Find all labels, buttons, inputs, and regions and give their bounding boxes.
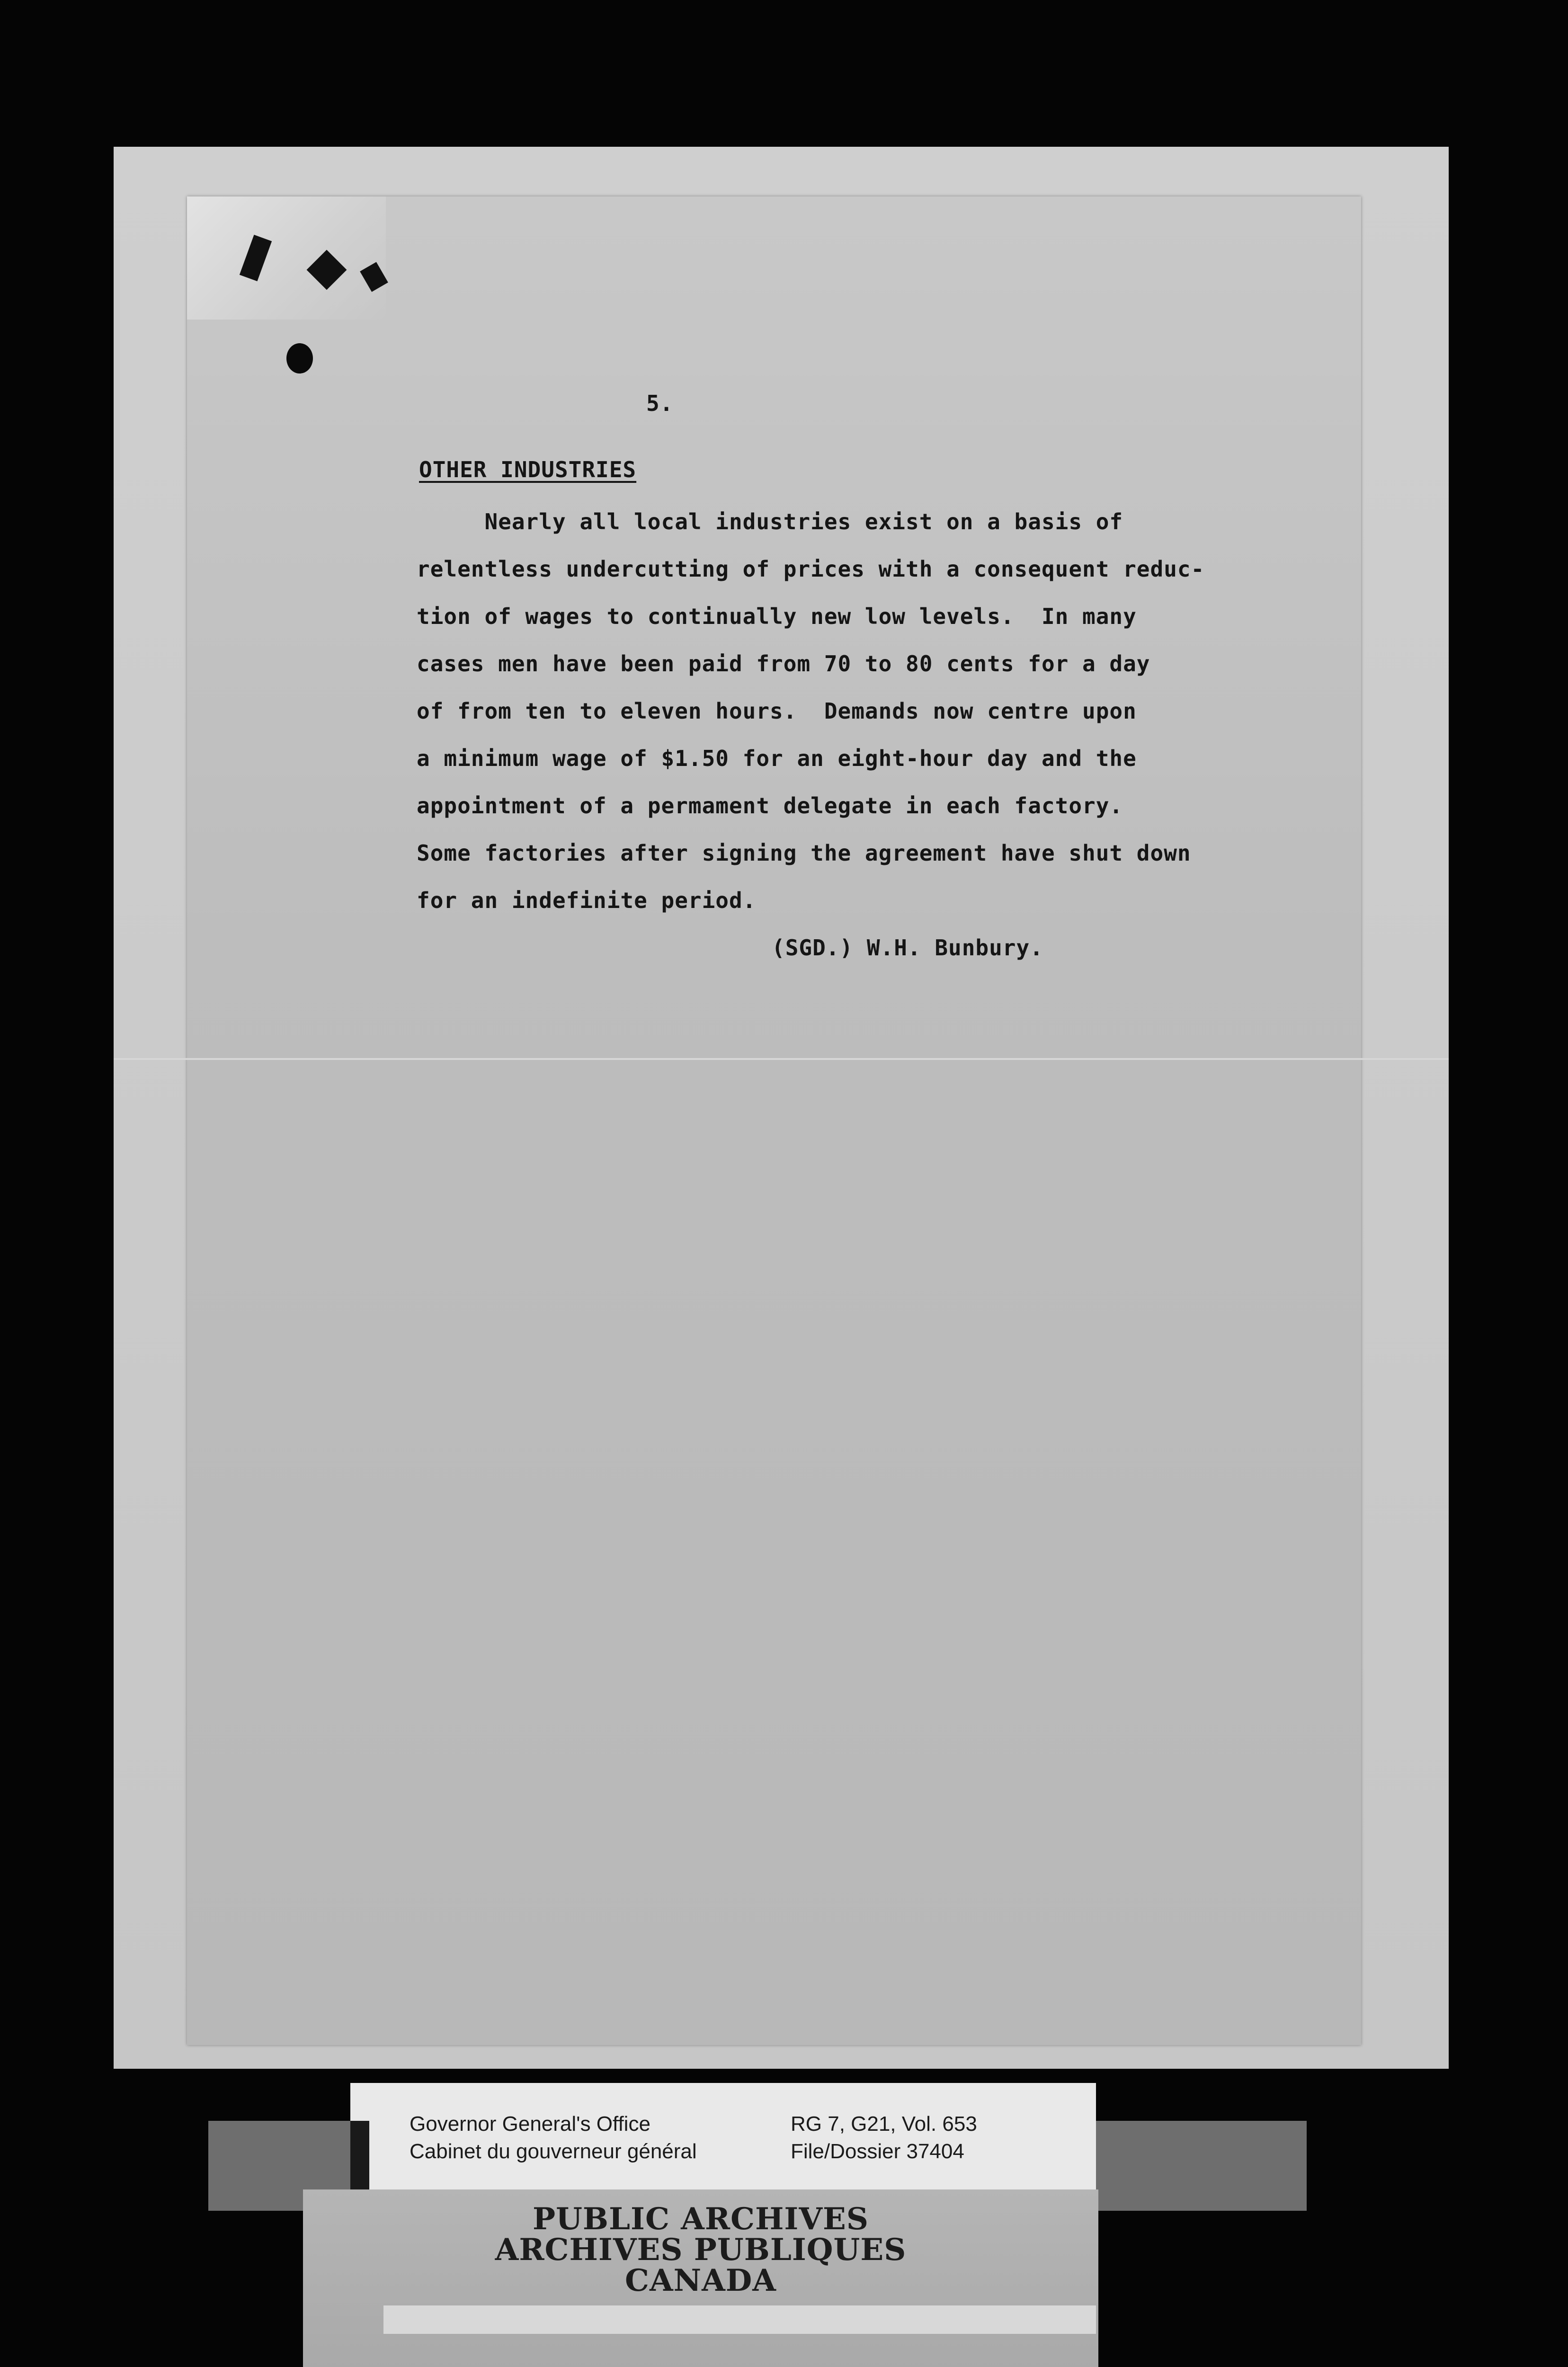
- record-group-reference: RG 7, G21, Vol. 653: [791, 2112, 977, 2136]
- tray-divider: [350, 2121, 369, 2197]
- body-line: Some factories after signing the agreement have shut down: [417, 840, 1191, 866]
- body-line: tion of wages to continually new low levels. In many: [417, 604, 1137, 629]
- section-heading: OTHER INDUSTRIES: [419, 457, 637, 482]
- body-line: of from ten to eleven hours. Demands now centre upon: [417, 698, 1137, 724]
- page-number: 5.: [646, 391, 674, 416]
- body-line: Nearly all local industries exist on a basis of: [417, 509, 1123, 534]
- stamp-line-public-archives: PUBLIC ARCHIVES: [532, 2201, 869, 2237]
- document-page: [187, 196, 1361, 2045]
- archive-reference-label: [350, 2083, 1096, 2197]
- office-english: Governor General's Office: [410, 2112, 650, 2136]
- file-number: File/Dossier 37404: [791, 2140, 964, 2163]
- body-line: for an indefinite period.: [417, 888, 757, 913]
- body-line: a minimum wage of $1.50 for an eight-hour day and the: [417, 746, 1137, 771]
- signature-line: (SGD.) W.H. Bunbury.: [772, 935, 1043, 961]
- stamp-line-canada: CANADA: [625, 2263, 776, 2298]
- film-strip-edge: [383, 2305, 1096, 2334]
- body-line: appointment of a permament delegate in each factory.: [417, 793, 1123, 819]
- torn-staple-corner: [187, 196, 386, 320]
- body-line: relentless undercutting of prices with a consequent reduc-: [417, 556, 1205, 582]
- office-french: Cabinet du gouverneur général: [410, 2140, 697, 2163]
- punch-hole: [286, 343, 313, 374]
- fold-line: [114, 1058, 1449, 1060]
- body-line: cases men have been paid from 70 to 80 cents for a day: [417, 651, 1150, 676]
- stamp-line-archives-publiques: ARCHIVES PUBLIQUES: [495, 2232, 907, 2268]
